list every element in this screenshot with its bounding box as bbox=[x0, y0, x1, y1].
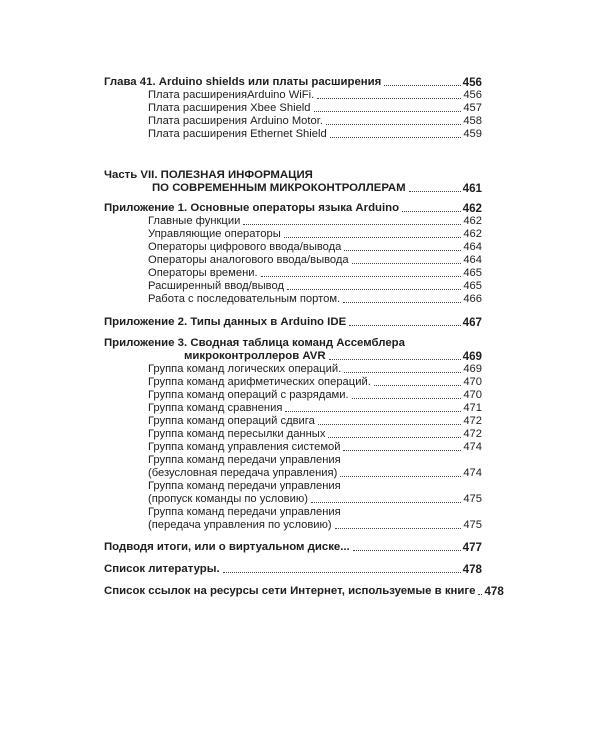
entry-title: Подводя итоги, или о виртуальном диске... bbox=[104, 541, 350, 553]
entry-page: 469 bbox=[462, 350, 482, 363]
entry-page: 470 bbox=[463, 376, 482, 388]
entry-page: 467 bbox=[462, 316, 482, 329]
entry-page: 475 bbox=[463, 493, 482, 505]
toc-entry-app3[interactable] bbox=[104, 350, 482, 363]
toc-entry[interactable] bbox=[104, 215, 482, 228]
toc-entry[interactable] bbox=[104, 415, 482, 428]
entry-page: 457 bbox=[463, 102, 482, 114]
toc-entry[interactable] bbox=[104, 428, 482, 441]
dot-leader bbox=[329, 359, 461, 360]
entry-page: 459 bbox=[463, 128, 482, 140]
entry-title: Группа команд логических операций. bbox=[148, 363, 342, 375]
dot-leader bbox=[349, 325, 460, 326]
toc-entry[interactable] bbox=[104, 363, 482, 376]
entry-page: 477 bbox=[462, 541, 482, 554]
toc-entry[interactable] bbox=[104, 241, 482, 254]
dot-leader bbox=[285, 411, 461, 412]
entry-title: Группа команд управления системой bbox=[148, 441, 341, 453]
toc-entry[interactable] bbox=[104, 402, 482, 415]
toc-entry[interactable] bbox=[104, 519, 482, 532]
entry-page: 465 bbox=[463, 280, 482, 292]
toc-entry[interactable] bbox=[104, 267, 482, 280]
entry-title: Приложение 1. Основные операторы языка Arduino bbox=[104, 202, 400, 214]
dot-leader bbox=[409, 191, 461, 192]
entry-title: Работа с последовательным портом. bbox=[148, 293, 341, 305]
entry-title: Приложение 2. Типы данных в Arduino IDE bbox=[104, 316, 347, 328]
dot-leader bbox=[478, 594, 482, 595]
entry-title: Операторы аналогового ввода/вывода bbox=[148, 254, 349, 266]
toc-entry[interactable] bbox=[104, 441, 482, 454]
dot-leader bbox=[402, 211, 461, 212]
dot-leader bbox=[352, 398, 462, 399]
entry-title: Список ссылок на ресурсы сети Интернет, используемые в книге bbox=[104, 585, 476, 597]
toc-entry[interactable] bbox=[104, 389, 482, 402]
entry-page: 472 bbox=[463, 415, 482, 427]
entry-page: 474 bbox=[463, 467, 482, 479]
entry-title: Главные функции bbox=[148, 215, 241, 227]
entry-title: Глава 41. Arduino shields или платы расширения bbox=[104, 76, 382, 88]
entry-title: Управляющие операторы bbox=[148, 228, 281, 240]
dot-leader bbox=[314, 111, 462, 112]
entry-page: 478 bbox=[484, 585, 504, 598]
entry-page: 466 bbox=[463, 293, 482, 305]
entry-title: Группа команд сравнения bbox=[148, 402, 283, 414]
entry-title: Плата расширения Xbee Shield bbox=[148, 102, 311, 114]
toc-entry[interactable] bbox=[104, 376, 482, 389]
table-of-contents bbox=[104, 76, 504, 598]
entry-page: 465 bbox=[463, 267, 482, 279]
toc-entry-summary[interactable] bbox=[104, 541, 482, 554]
toc-entry-line1: Группа команд передачи управления bbox=[148, 454, 341, 466]
entry-page: 472 bbox=[463, 428, 482, 440]
entry-title: Плата расширения Arduino Motor. bbox=[148, 115, 323, 127]
dot-leader bbox=[384, 85, 460, 86]
dot-leader bbox=[287, 289, 461, 290]
toc-entry[interactable] bbox=[104, 493, 482, 506]
dot-leader bbox=[344, 250, 461, 251]
entry-page: 462 bbox=[463, 228, 482, 240]
toc-entry[interactable] bbox=[104, 228, 482, 241]
dot-leader bbox=[330, 137, 462, 138]
entry-page: 456 bbox=[462, 76, 482, 89]
entry-page: 470 bbox=[463, 389, 482, 401]
toc-entry[interactable] bbox=[104, 102, 482, 115]
entry-page: 464 bbox=[463, 241, 482, 253]
entry-title: Плата расширенияArduino WiFi. bbox=[148, 89, 315, 101]
entry-page: 464 bbox=[463, 254, 482, 266]
entry-title: (пропуск команды по условию) bbox=[148, 493, 308, 505]
entry-page: 474 bbox=[463, 441, 482, 453]
entry-title: (безусловная передача управления) bbox=[148, 467, 338, 479]
dot-leader bbox=[243, 224, 461, 225]
entry-page: 475 bbox=[463, 519, 482, 531]
toc-entry-line1: Группа команд передачи управления bbox=[148, 506, 341, 518]
toc-entry-line1: Группа команд передачи управления bbox=[148, 480, 341, 492]
entry-title: Группа команд пересылки данных bbox=[148, 428, 326, 440]
dot-leader bbox=[344, 372, 461, 373]
dot-leader bbox=[317, 98, 461, 99]
dot-leader bbox=[335, 528, 462, 529]
dot-leader bbox=[374, 385, 462, 386]
dot-leader bbox=[340, 476, 461, 477]
toc-entry[interactable] bbox=[104, 467, 482, 480]
entry-title: Список литературы. bbox=[104, 563, 220, 575]
toc-entry[interactable] bbox=[104, 89, 482, 102]
toc-entry[interactable] bbox=[104, 293, 482, 306]
dot-leader bbox=[223, 572, 461, 573]
toc-entry-app2[interactable] bbox=[104, 316, 482, 329]
entry-title: ПО СОВРЕМЕННЫМ МИКРОКОНТРОЛЛЕРАМ bbox=[152, 182, 406, 194]
toc-entry[interactable] bbox=[104, 254, 482, 267]
entry-title: (передача управления по условию) bbox=[148, 519, 332, 531]
dot-leader bbox=[352, 263, 462, 264]
entry-title: Операторы времени. bbox=[148, 267, 258, 279]
dot-leader bbox=[343, 450, 461, 451]
entry-page: 456 bbox=[463, 89, 482, 101]
entry-title: Плата расширения Ethernet Shield bbox=[148, 128, 327, 140]
entry-page: 458 bbox=[463, 115, 482, 127]
toc-entry[interactable] bbox=[104, 280, 482, 293]
dot-leader bbox=[284, 237, 462, 238]
dot-leader bbox=[326, 124, 461, 125]
part7-title-line1: Часть VII. ПОЛЕЗНАЯ ИНФОРМАЦИЯ bbox=[104, 169, 313, 181]
entry-title: Группа команд операций с разрядами. bbox=[148, 389, 349, 401]
toc-entry-literature[interactable] bbox=[104, 563, 482, 576]
toc-entry-part7[interactable] bbox=[104, 182, 482, 195]
dot-leader bbox=[318, 424, 461, 425]
entry-page: 471 bbox=[463, 402, 482, 414]
entry-page: 462 bbox=[462, 202, 482, 215]
dot-leader bbox=[328, 437, 461, 438]
toc-entry-app1[interactable] bbox=[104, 202, 482, 215]
entry-page: 461 bbox=[462, 182, 482, 195]
dot-leader bbox=[261, 276, 462, 277]
toc-entry-links[interactable] bbox=[104, 585, 504, 598]
entry-title: Расширенный ввод/вывод bbox=[148, 280, 285, 292]
toc-entry[interactable] bbox=[104, 128, 482, 141]
dot-leader bbox=[343, 302, 461, 303]
entry-page: 469 bbox=[463, 363, 482, 375]
dot-leader bbox=[311, 502, 461, 503]
entry-title: Операторы цифрового ввода/вывода bbox=[148, 241, 342, 253]
toc-entry[interactable] bbox=[104, 115, 482, 128]
entry-title: Группа команд операций сдвига bbox=[148, 415, 315, 427]
entry-title: микроконтроллеров AVR bbox=[184, 350, 326, 362]
app3-title-line1: Приложение 3. Сводная таблица команд Ассемблера bbox=[104, 337, 405, 349]
entry-page: 478 bbox=[462, 563, 482, 576]
entry-title: Группа команд арифметических операций. bbox=[148, 376, 371, 388]
dot-leader bbox=[353, 550, 461, 551]
entry-page: 462 bbox=[463, 215, 482, 227]
toc-entry-ch41[interactable] bbox=[104, 76, 482, 89]
